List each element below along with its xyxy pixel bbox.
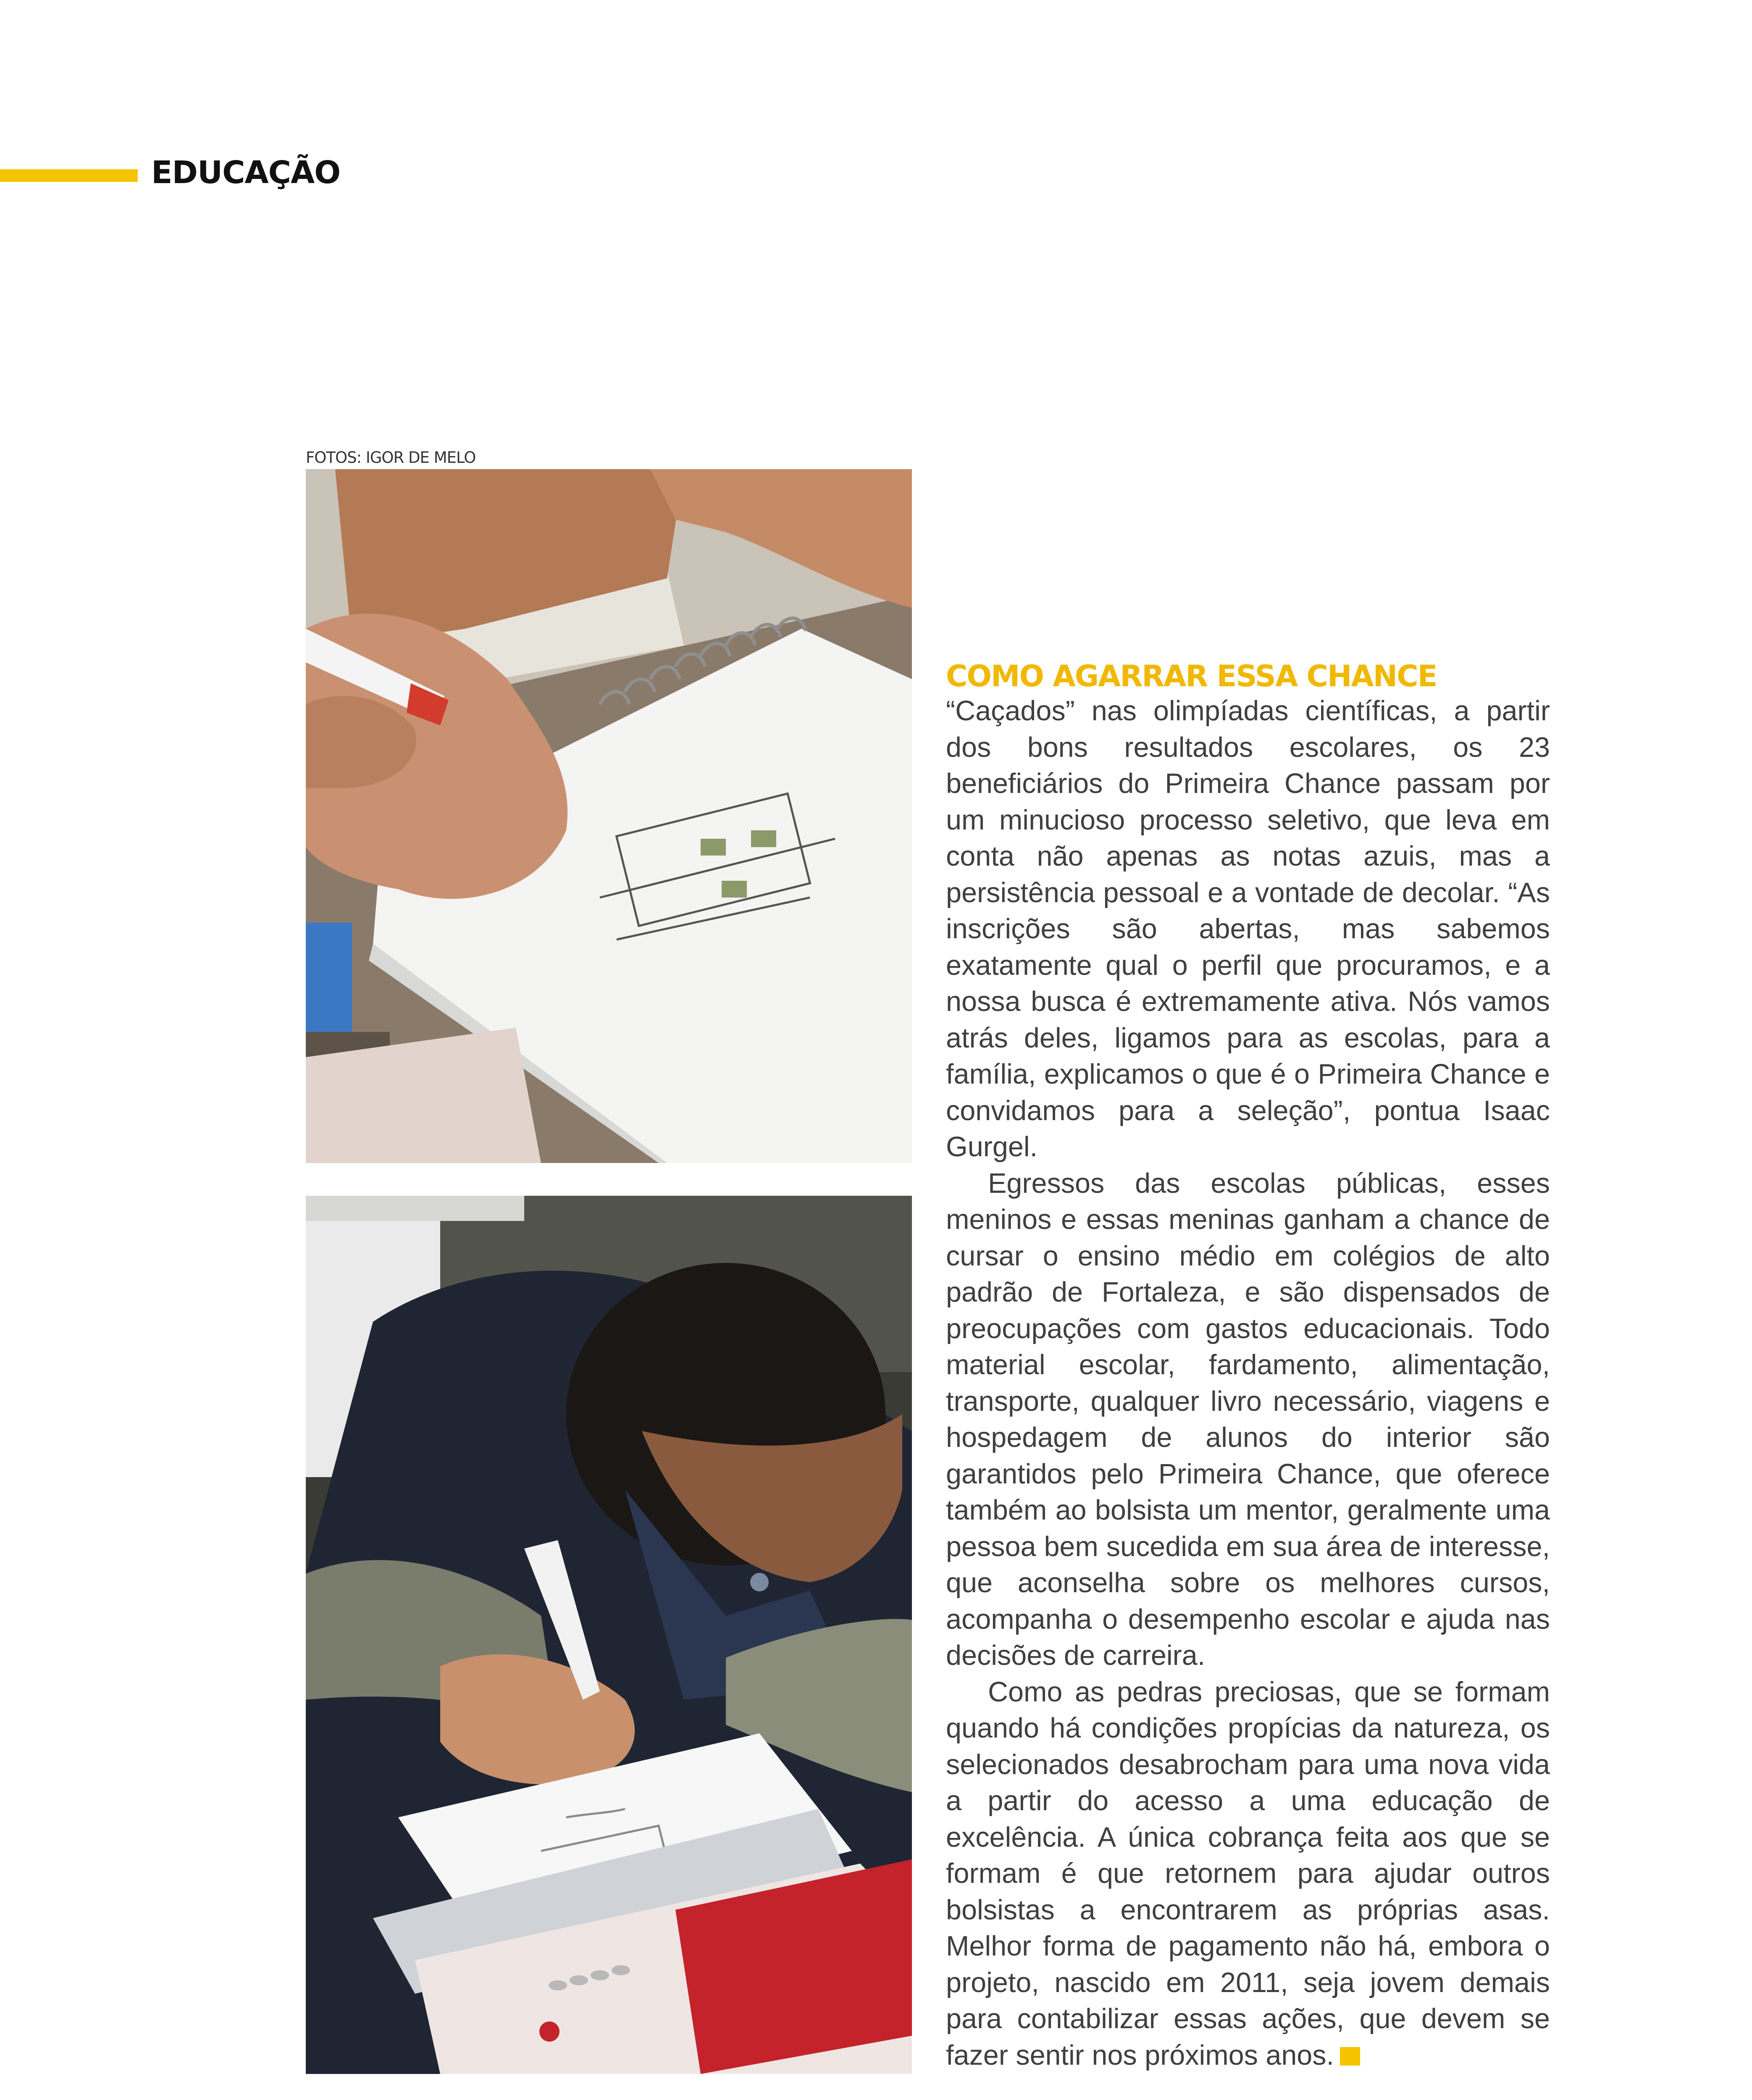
photo-student-writing bbox=[306, 1196, 912, 2074]
article-paragraph-1: “Caçados” nas olimpíadas científicas, a partir dos bons resultados escolares, os 23 beneficiários do Primeira Chance passam por um minucioso processo seletivo, que leva em conta não apenas as notas azuis, mas a persistência pessoal e a vontade de decolar. “As inscrições são abertas, mas sabemos exatamente qual o perfil que procuramos, e a nossa busca é extremamente ativa. Nós vamos atrás deles, ligamos para as escolas, para a família, explicamos o que é o Primeira Chance e convidamos para a seleção”, pontua Isaac Gurgel. bbox=[946, 696, 1550, 1163]
photo-hand-writing-notebook bbox=[306, 469, 912, 1163]
article-paragraph-3 bbox=[946, 1674, 1550, 2074]
article-paragraph-3-text: Como as pedras preciosas, que se formam quando há condições propícias da natureza, os selecionados desabrocham para uma nova vida a partir do acesso a uma educação de excelência. A única cobrança feita aos que se formam é que retornem para ajudar outros bolsistas a encontrarem as próprias asas. Melhor forma de pagamento não há, embora o projeto, nascido em 2011, seja jovem demais para contabilizar essas ações, que devem se fazer sentir nos próximos anos. bbox=[946, 1676, 1550, 2071]
article bbox=[946, 659, 1550, 2074]
photo-credit: FOTOS: IGOR DE MELO bbox=[306, 449, 476, 467]
end-of-article-mark bbox=[1340, 2047, 1360, 2066]
article-paragraph-2: Egressos das escolas públicas, esses meninos e essas meninas ganham a chance de cursar o ensino médio em colégios de alto padrão de Fortaleza, e são dispensados de preocupações com gastos educacionais. Todo material escolar, fardamento, alimentação, transporte, qualquer livro necessário, viagens e hospedagem de alunos do interior são garantidos pelo Primeira Chance, que oferece também ao bolsista um mentor, geralmente uma pessoa bem sucedida em sua área de interesse, que aconselha sobre os melhores cursos, acompanha o desempenho escolar e ajuda nas decisões de carreira. bbox=[946, 1168, 1550, 1671]
section-label: EDUCAÇÃO bbox=[151, 155, 341, 191]
section-accent-bar bbox=[0, 169, 138, 182]
article-heading: COMO AGARRAR ESSA CHANCE bbox=[946, 659, 1437, 693]
